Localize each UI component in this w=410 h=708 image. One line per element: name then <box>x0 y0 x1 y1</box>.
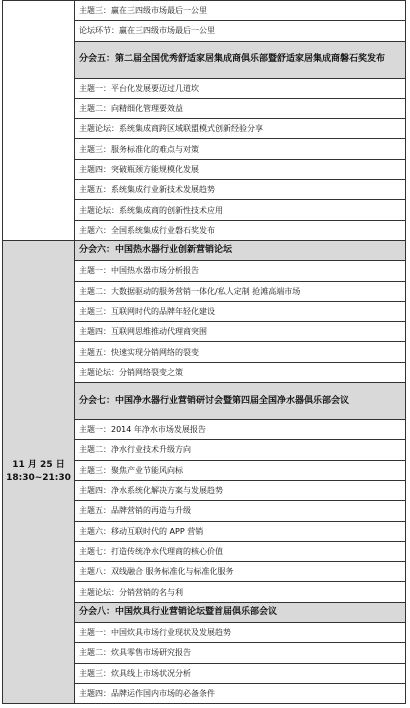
topic-text: 主题四：品牌运作国内市场的必备条件 <box>75 683 406 703</box>
topic-text: 主题三：炊具线上市场状况分析 <box>75 663 406 683</box>
topic-text: 主题三：赢在三四级市场最后一公里 <box>75 1 406 21</box>
time-cell <box>3 240 75 703</box>
topic-text: 主题四：突破瓶颈方能规模化发展 <box>75 159 406 179</box>
topic-text: 主题五：品牌营销的再造与升级 <box>75 501 406 521</box>
topic-text: 主题一：2014 年净水市场发展报告 <box>75 420 406 440</box>
session-title: 分会五：第二届全国优秀舒适家居集成商俱乐部暨舒适家居集成商磐石奖发布 <box>75 41 406 78</box>
topic-text: 主题一：中国热水器市场分析报告 <box>75 261 406 281</box>
schedule-table <box>2 0 406 704</box>
topic-text: 论坛环节：赢在三四级市场最后一公里 <box>75 21 406 41</box>
time-cell-empty <box>3 1 75 241</box>
session-title: 分会八：中国炊具行业营销论坛暨首届俱乐部会议 <box>75 602 406 622</box>
topic-text: 主题论坛：分销网络裂变之策 <box>75 362 406 382</box>
topic-text: 主题三：聚焦产业节能风向标 <box>75 460 406 480</box>
session-title: 分会六：中国热水器行业创新营销论坛 <box>75 240 406 260</box>
topic-text: 主题六：移动互联时代的 APP 营销 <box>75 521 406 541</box>
session-date: 11 月 25 日 <box>12 460 65 471</box>
topic-text: 主题二：炊具零售市场研究报告 <box>75 643 406 663</box>
topic-text: 主题三：互联网时代的品牌年轻化建设 <box>75 301 406 321</box>
topic-text: 主题八：双线融合 服务标准化与标准化服务 <box>75 562 406 582</box>
topic-text: 主题五：系统集成行业新技术发展趋势 <box>75 180 406 200</box>
topic-text: 主题六：全国系统集成行业磐石奖发布 <box>75 220 406 240</box>
topic-text: 主题五：快速实现分销网络的裂变 <box>75 342 406 362</box>
topic-text: 主题四：净水系统化解决方案与发展趋势 <box>75 480 406 500</box>
topic-text: 主题二：净水行业技术升级方向 <box>75 440 406 460</box>
topic-text: 主题七：打造传统净水代理商的核心价值 <box>75 541 406 561</box>
topic-text: 主题四：互联网思维推动代理商突围 <box>75 322 406 342</box>
topic-text: 主题论坛：分销营销的名与利 <box>75 582 406 602</box>
session-time: 18:30~21:30 <box>6 473 71 484</box>
topic-text: 主题论坛：系统集成商跨区域联盟模式创新经验分享 <box>75 119 406 139</box>
topic-text: 主题一：中国炊具市场行业现状及发展趋势 <box>75 623 406 643</box>
session-header-row <box>3 240 406 260</box>
topic-text: 主题论坛：系统集成商的创新性技术应用 <box>75 200 406 220</box>
topic-row <box>3 1 406 21</box>
topic-text: 主题二：向精细化管理要效益 <box>75 98 406 118</box>
topic-text: 主题三：服务标准化的难点与对策 <box>75 139 406 159</box>
topic-text: 主题一：平台化发展要迈过几道坎 <box>75 78 406 98</box>
topic-text: 主题二：大数据驱动的服务营销一体化/私人定制 抢滩高端市场 <box>75 281 406 301</box>
session-title: 分会七：中国净水器行业营销研讨会暨第四届全国净水器俱乐部会议 <box>75 383 406 420</box>
